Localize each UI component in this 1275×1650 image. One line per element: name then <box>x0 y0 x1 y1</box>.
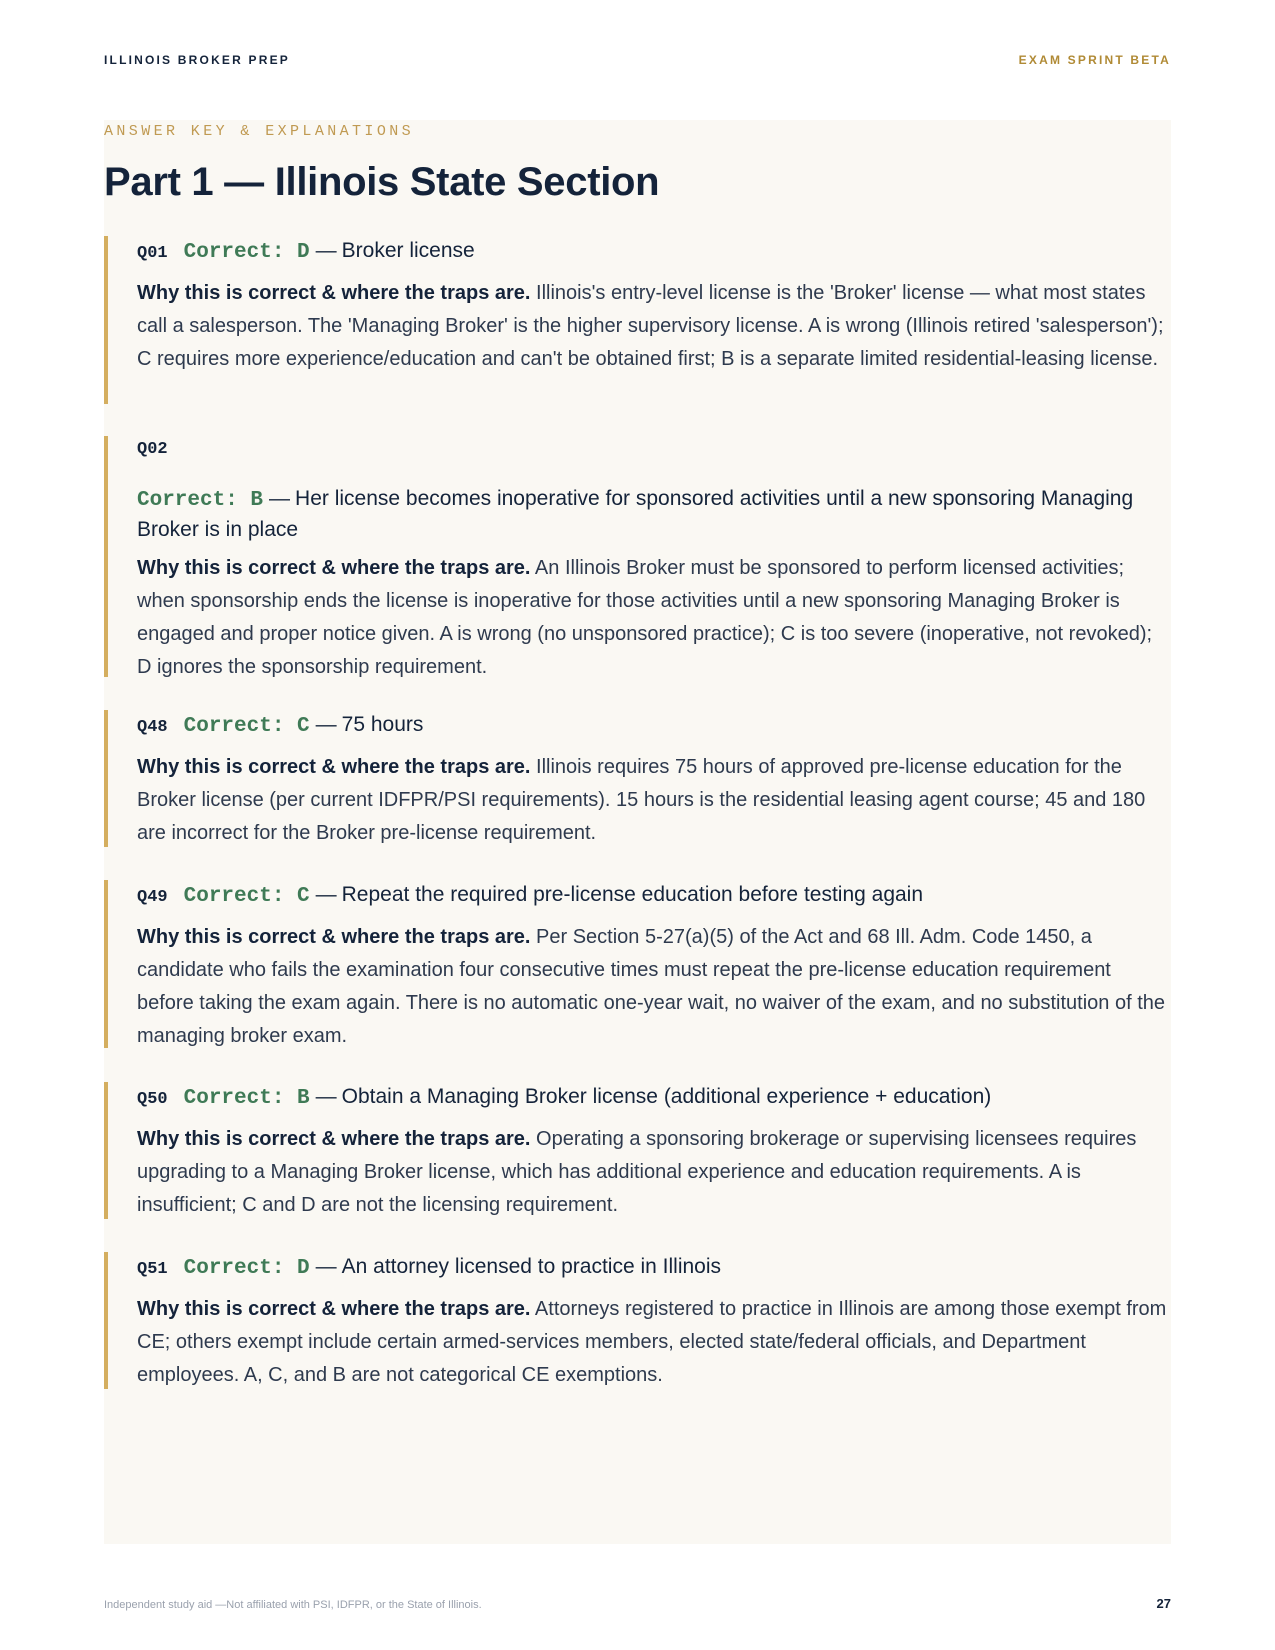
answer-item-q01 <box>104 236 1168 404</box>
correct-answer-text: 75 hours <box>341 713 424 736</box>
explanation-text: Operating a sponsoring brokerage or supervising licensees requires upgrading to a Managing Broker license, which has additional experience and education requirements. A is insufficient; C and D are not the licensing requirement. <box>137 1128 1137 1216</box>
dash-separator: — <box>315 713 337 736</box>
answer-item-q49 <box>104 880 1168 1048</box>
explanation <box>137 1293 1168 1392</box>
explanation-text: Per Section 5-27(a)(5) of the Act and 68 Ill. Adm. Code 1450, a candidate who fails the examination four consecutive times must repeat the pre-license education requirement before taking the exam again. There is no automatic one-year wait, no waiver of the exam, and no substitution of the managing broker exam. <box>137 926 1166 1047</box>
explanation <box>137 552 1168 684</box>
why-label: Why this is correct & where the traps are. <box>137 557 531 579</box>
correct-option: Correct: C <box>183 715 310 738</box>
explanation-text: Illinois requires 75 hours of approved pre-license education for the Broker license (per current IDFPR/PSI requirements). 15 hours is the residential leasing agent course; 45 and 180 are incorrect for the Broker pre-license requirement. <box>137 756 1146 844</box>
explanation <box>137 277 1168 376</box>
brand-label: ILLINOIS BROKER PREP <box>104 53 291 67</box>
running-header <box>104 52 1171 68</box>
answer-item-q48 <box>104 710 1168 847</box>
answer-item-q50 <box>104 1082 1168 1219</box>
why-label: Why this is correct & where the traps are. <box>137 1298 531 1320</box>
edition-label: EXAM SPRINT BETA <box>1018 53 1171 67</box>
dash-separator: — <box>315 239 337 262</box>
correct-answer-text: Broker license <box>341 239 475 262</box>
explanation <box>137 751 1168 850</box>
why-label: Why this is correct & where the traps are. <box>137 926 531 948</box>
answer-heading <box>137 1252 1168 1285</box>
answer-heading <box>137 710 1168 743</box>
dash-separator: — <box>315 1085 337 1108</box>
explanation-text: An Illinois Broker must be sponsored to perform licensed activities; when sponsorship ends the license is inoperative for those activities until a new sponsoring Managing Broker is engaged and proper notice given. A is wrong (no unsponsored practice); C is too severe (inoperative, not revoked); D ignores the sponsorship requirement. <box>137 557 1153 678</box>
page-number: 27 <box>1156 1596 1171 1611</box>
page-title: Part 1 — Illinois State Section <box>104 160 660 204</box>
correct-answer-text: Her license becomes inoperative for sponsored activities until a new sponsoring Managing Broker is in place <box>137 487 1134 541</box>
question-number: Q02 <box>137 440 168 459</box>
question-number: Q50 <box>137 1090 168 1109</box>
answer-heading <box>137 236 1168 269</box>
explanation <box>137 1123 1168 1222</box>
why-label: Why this is correct & where the traps are. <box>137 756 531 778</box>
explanation-text: Attorneys registered to practice in Illinois are among those exempt from CE; others exempt include certain armed-services members, elected state/federal officials, and Department employees. A, C, and B are not categorical CE exemptions. <box>137 1298 1167 1386</box>
question-number: Q01 <box>137 244 168 263</box>
answer-heading <box>137 484 1168 544</box>
correct-answer-text: Repeat the required pre-license education before testing again <box>341 883 924 906</box>
dash-separator: — <box>315 883 337 906</box>
explanation-text: Illinois's entry-level license is the 'Broker' license — what most states call a salesperson. The 'Managing Broker' is the higher supervisory license. A is wrong (Illinois retired 'salesperson'); C requires more experience/education and can't be obtained first; B is a separate limited residential-leasing license. <box>137 282 1164 370</box>
why-label: Why this is correct & where the traps are. <box>137 1128 531 1150</box>
answer-heading <box>137 1082 1168 1115</box>
dash-separator: — <box>315 1255 337 1278</box>
correct-option: Correct: B <box>137 489 264 512</box>
correct-answer-text: An attorney licensed to practice in Illinois <box>341 1255 722 1278</box>
question-number: Q49 <box>137 888 168 907</box>
answer-heading <box>137 880 1168 913</box>
why-label: Why this is correct & where the traps are. <box>137 282 531 304</box>
footer-disclaimer: Independent study aid —Not affiliated with PSI, IDFPR, or the State of Illinois. <box>104 1599 482 1611</box>
question-number: Q48 <box>137 718 168 737</box>
explanation <box>137 921 1168 1053</box>
correct-answer-text: Obtain a Managing Broker license (additional experience + education) <box>341 1085 992 1108</box>
correct-option: Correct: D <box>183 241 310 264</box>
question-number: Q51 <box>137 1260 168 1279</box>
correct-option: Correct: B <box>183 1087 310 1110</box>
answer-item-q02 <box>104 436 1168 677</box>
answer-item-q51 <box>104 1252 1168 1389</box>
correct-option: Correct: C <box>183 885 310 908</box>
section-eyebrow: ANSWER KEY & EXPLANATIONS <box>104 123 415 140</box>
dash-separator: — <box>269 487 291 510</box>
correct-option: Correct: D <box>183 1257 310 1280</box>
